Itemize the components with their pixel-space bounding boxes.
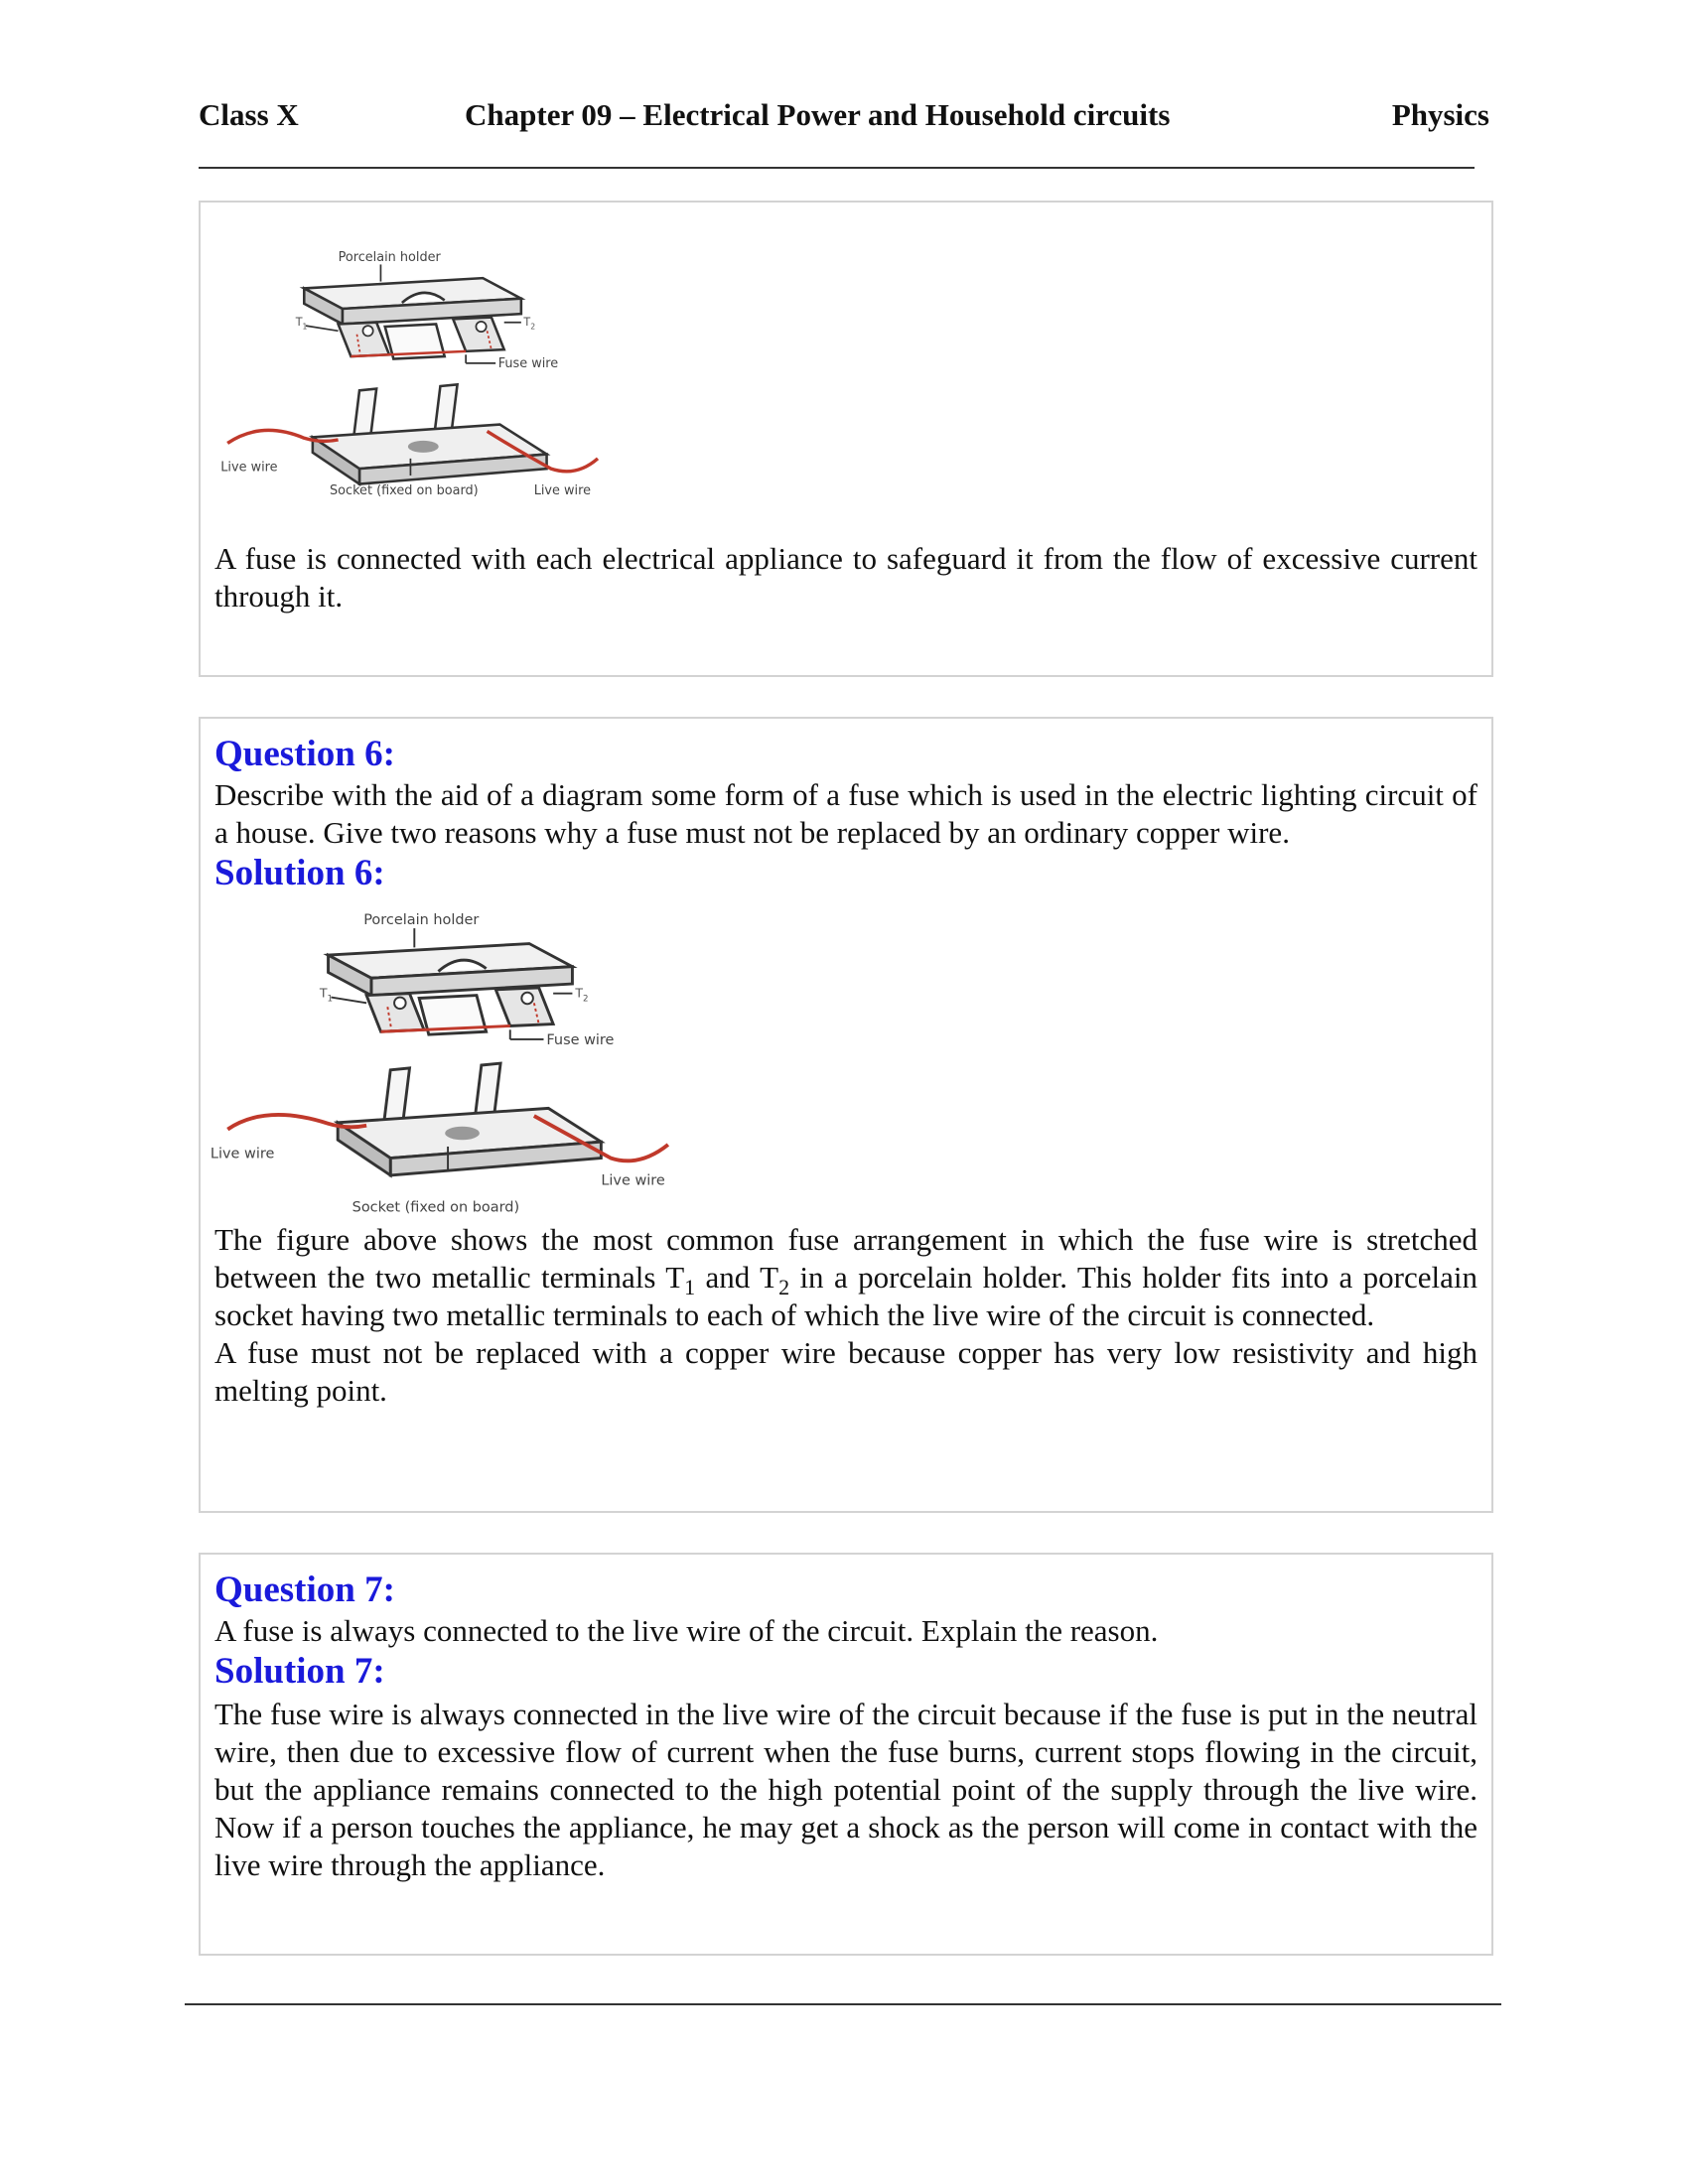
solution-7-text: The fuse wire is always connected in the live wire of the circuit because if the fuse is put in the neutral wire, then due to excessive flow of current when the fuse burns, current stops flowing in the circuit, but the appliance remains connected to the high potential point of the supply through the live wire. Now if a person touches the appliance, he may get a shock as the person will come in contact with the live wire through the appliance.	[214, 1697, 1477, 1882]
label-t2-2: $T_2$	[575, 985, 589, 1005]
solution-6-heading: Solution 6:	[214, 853, 385, 893]
solution-6-paragraph-1: The figure above shows the most common fuse arrangement in which the fuse wire is stretched between the two metallic terminals $T_1$ and $T_2$ in a porcelain holder. This holder fits into a porcelain socket having two metallic terminals to each of which the live wire of the circuit is connected.	[214, 1222, 1478, 1332]
label-live-wire-right-2: Live wire	[601, 1172, 665, 1189]
fuse-diagram-large	[209, 901, 745, 1229]
label-live-wire-left: Live wire	[220, 460, 278, 476]
footer-divider	[185, 2003, 1501, 2005]
label-fuse-wire-2: Fuse wire	[546, 1031, 615, 1048]
label-live-wire-left-2: Live wire	[210, 1146, 275, 1162]
chapter-title: Chapter 09 – Electrical Power and Household circuits	[465, 97, 1171, 132]
question-block-7	[199, 1553, 1493, 1956]
fuse-diagram-svg	[211, 242, 687, 530]
question-block-6	[199, 717, 1493, 1513]
fuse-diagram-small	[211, 242, 687, 530]
label-t2: $T_2$	[523, 316, 536, 332]
label-fuse-wire: Fuse wire	[497, 356, 559, 372]
label-t1-2: $T_1$	[319, 985, 334, 1005]
page-header	[199, 97, 1489, 141]
label-t1: $T_1$	[295, 316, 308, 332]
label-porcelain-holder-2: Porcelain holder	[363, 912, 480, 929]
solution-7-heading: Solution 7:	[214, 1651, 385, 1692]
label-live-wire-right: Live wire	[533, 482, 592, 498]
question-6-text: Describe with the aid of a diagram some form of a fuse which is used in the electric lighting circuit of a house. Give two reasons why a fuse must not be replaced by an ordinary copper wire.	[214, 777, 1477, 850]
question-7-heading: Question 7:	[214, 1570, 395, 1610]
question-7-text: A fuse is always connected to the live wire of the circuit. Explain the reason.	[214, 1613, 1159, 1648]
solution-6-paragraph-2: A fuse must not be replaced with a copper wire because copper has very low resistivity and high melting point.	[214, 1335, 1477, 1408]
label-socket: Socket (fixed on board)	[330, 482, 479, 498]
fuse-purpose-text: A fuse is connected with each electrical appliance to safeguard it from the flow of excessive current through it.	[214, 541, 1477, 614]
label-socket-2: Socket (fixed on board)	[352, 1199, 520, 1216]
answer-block-5-continued	[199, 201, 1493, 677]
question-6-heading: Question 6:	[214, 734, 395, 774]
header-divider	[199, 167, 1475, 169]
label-porcelain-holder: Porcelain holder	[338, 250, 441, 265]
subject-label: Physics	[1391, 97, 1489, 132]
fuse-diagram-large-svg	[209, 901, 745, 1229]
class-label: Class X	[199, 97, 299, 132]
